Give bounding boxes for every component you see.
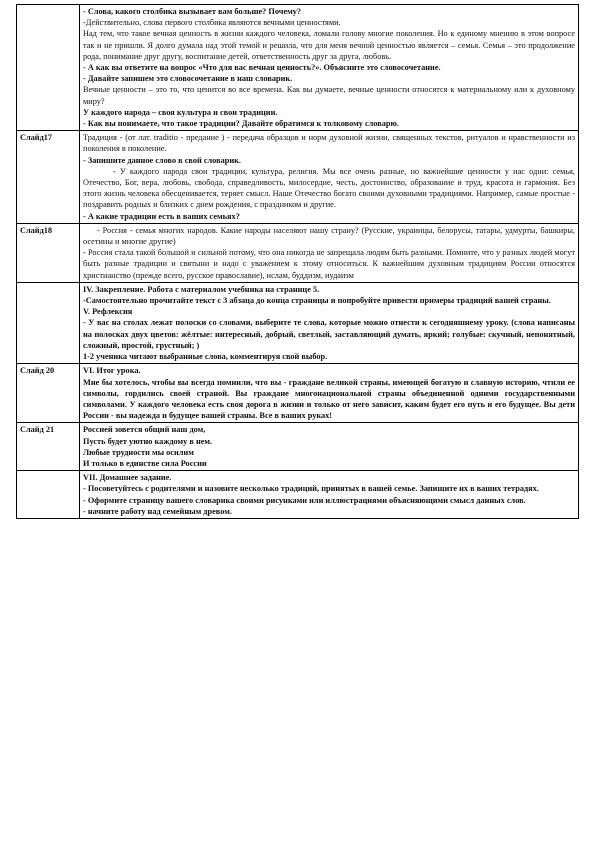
slide-number-cell (17, 282, 80, 363)
lesson-text-line: - Россия стала такой большой и сильной потому, что она никогда не запрещала людям быть разными. Помните, что у разных людей могут быть разные традиции и святыни и надо с уважением к этому относиться. К важнейшим духовным традициям России относятся христианство (прежде всего, русское православие), ислам, буддизм, иудаизм (83, 248, 575, 280)
lesson-plan-rows (17, 5, 579, 519)
lesson-content-cell (80, 364, 579, 423)
lesson-text-line: - Посоветуйтесь с родителями и назовите несколько традиций, принятых в вашей семье. Запишите их в ваших тетрадях. (83, 484, 539, 494)
slide-number-cell: Слайд18 (17, 223, 80, 282)
lesson-text-line: У каждого народа – своя культура и свои традиции. (83, 107, 278, 117)
lesson-text-line: - У каждого народа свои традиции, культура, религия. Мы все очень разные, но важнейшие ценности у нас одни: семья, Отечество, Бог, вера, любовь, свобода, справедливость, милосердие, честь, достоинство, образование и труд, красота и гармония. Без этого жизнь человека обесценивается, теряет смысл. Наше Отечество богато своими духовными традициями. Например, самые простые - поздравить родных и близких с днем рождения, с праздником и другие. (83, 166, 575, 210)
lesson-text-line: - А какие традиции есть в ваших семьях? (83, 211, 240, 221)
lesson-text-line: - У вас на столах лежат полоски со словами, выберите те слова, которые можно отнести к сегодняшнему уроку. (слова написаны на полосках двух цветов: жёлтые: интересный, добрый, светлый, заставляющий думать, яркий; голубые: скучный, непонятный, сложный, простой, грустный; ) (83, 318, 575, 350)
lesson-text-line: - начните работу над семейным древом. (83, 506, 232, 516)
lesson-plan-table (16, 4, 579, 519)
lesson-plan-page (16, 4, 579, 519)
lesson-text-line: - Как вы понимаете, что такое традиции? Давайте обратимся к толковому словарю. (83, 119, 399, 129)
lesson-text-line: - Россия - семья многих народов. Какие народы населяют нашу страну? (Русские, украинцы, белорусы, татары, удмурты, башкиры, осетины и многие другие) (83, 225, 575, 247)
lesson-text-line: Традиция - (от лат. traditio - предание ) - передача образцов и норм духовной жизни, священных текстов, ритуалов и нравственности из поколения в поколение. (83, 133, 575, 154)
lesson-text-line: -Действительно, слова первого столбика являются вечными ценностями. (83, 18, 341, 28)
slide-number-cell: Слайд 21 (17, 423, 80, 471)
lesson-text-line: V. Рефлексия (83, 307, 133, 317)
lesson-row (17, 364, 579, 423)
lesson-row (17, 282, 579, 363)
slide-number-cell: Слайд17 (17, 131, 80, 224)
slide-number-cell (17, 471, 80, 519)
lesson-row (17, 223, 579, 282)
lesson-content-cell (80, 223, 579, 282)
lesson-text-line: VI. Итог урока. (83, 366, 141, 376)
lesson-row (17, 131, 579, 224)
lesson-text-line: Любые трудности мы осилим (83, 447, 194, 457)
lesson-text-line: Россией зовется общий наш дом, (83, 425, 206, 435)
lesson-content-cell (80, 131, 579, 224)
lesson-text-line: Над тем, что такое вечная ценность в жизни каждого человека, ломали голову многие поколения. Но к единому мнению в этом вопросе так и не пришли. Я долго думала над этой темой и решила, что для меня вечной ценностью является – семья. Семья – это продолжение рода, понимание друг другу, воспитание детей, ответственность друг за друга, любовь. (83, 29, 575, 61)
lesson-text-line: VII. Домашнее задание. (83, 473, 172, 483)
lesson-text-line: - Оформите страницу вашего словарика своими рисунками или иллюстрациями объясняющими смысл данных слов. (83, 495, 526, 505)
lesson-text-line: - Запишите данное слово в свой словарик. (83, 155, 241, 165)
lesson-content-cell (80, 5, 579, 131)
lesson-text-line: - А как вы ответите на вопрос «Что для вас вечная ценность?». Объясните это словосочетание. (83, 63, 441, 73)
lesson-row (17, 423, 579, 471)
lesson-text-line: IV. Закрепление. Работа с материалом учебника на странице 5. (83, 284, 320, 294)
slide-number-cell (17, 5, 80, 131)
lesson-text-line: Пусть будет уютно каждому в нем. (83, 436, 213, 446)
lesson-text-line: - Слова, какого столбика вызывает вам больше? Почему? (83, 7, 302, 16)
lesson-row (17, 471, 579, 519)
slide-number-cell: Слайд 20 (17, 364, 80, 423)
lesson-row (17, 5, 579, 131)
lesson-text-line: И только в единстве сила России (83, 458, 207, 468)
lesson-text-line: Вечные ценности – это то, что ценится во все времена. Как вы думаете, вечные ценности относятся к материальному или к духовному миру? (83, 85, 575, 106)
lesson-text-line: - Давайте запишем это словосочетание в наш словарик. (83, 74, 293, 84)
lesson-content-cell (80, 471, 579, 519)
lesson-content-cell (80, 282, 579, 363)
lesson-text-line: Мне бы хотелось, чтобы вы всегда помнили, что вы - граждане великой страны, имеющей богатую и славную историю, чтили ее символы, гордились своей страной. Вы граждане многонациональной страны объединенной одними государственными символами. У каждого человека есть своя дорога в жизни и только от него зависит, каким будет его путь и его будущее. Вы дети России - вы надежда и будущее вашей страны. Все в ваших руках! (83, 377, 575, 421)
lesson-text-line: 1-2 ученика читают выбранные слова, комментируя свой выбор. (83, 352, 328, 362)
lesson-text-line: -Самостоятельно прочитайте текст с 3 абзаца до конца страницы и попробуйте привести примеры традиций вашей страны. (83, 296, 551, 306)
lesson-content-cell (80, 423, 579, 471)
